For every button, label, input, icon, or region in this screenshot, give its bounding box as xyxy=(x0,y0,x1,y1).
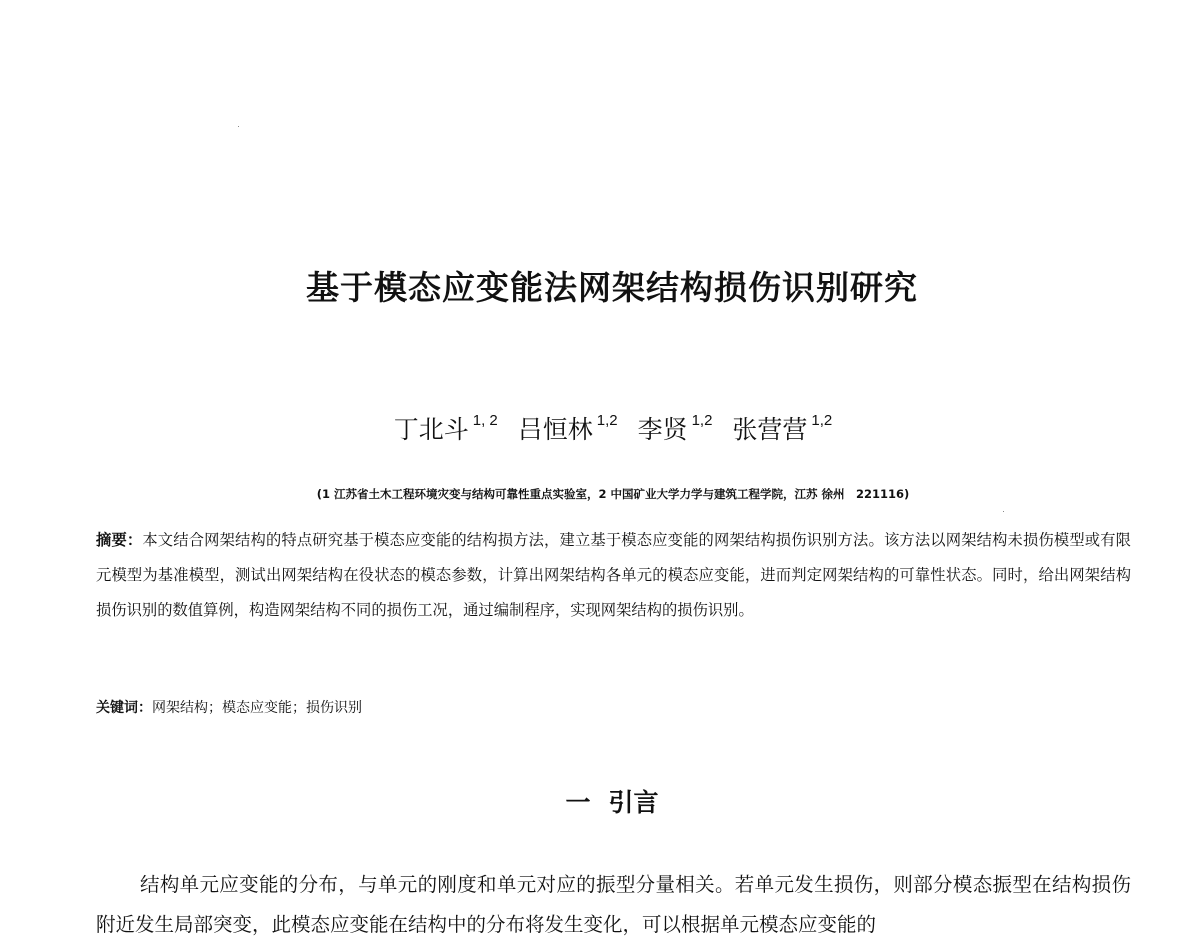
scan-speck xyxy=(1003,511,1004,512)
author xyxy=(393,412,506,444)
author-affiliation-mark: 1,2 xyxy=(691,412,713,429)
author-affiliation-mark: 1,2 xyxy=(596,412,618,429)
author-list xyxy=(0,410,1200,446)
author xyxy=(517,412,626,444)
abstract xyxy=(96,523,1131,628)
author-name: 张营营 xyxy=(732,415,808,444)
author xyxy=(637,412,721,444)
author xyxy=(732,412,833,444)
paper-title: 基于模态应变能法网架结构损伤识别研究 xyxy=(306,268,918,307)
scan-speck xyxy=(238,126,239,127)
abstract-label: 摘要： xyxy=(96,531,143,549)
keywords xyxy=(96,697,362,717)
keywords-label: 关键词： xyxy=(96,700,152,716)
author-name: 李贤 xyxy=(637,415,688,444)
section-title: 引言 xyxy=(608,788,659,817)
section-heading xyxy=(0,783,1200,819)
author-affiliation-mark: 1,2 xyxy=(811,412,833,429)
author-affiliation-mark: 1, 2 xyxy=(472,412,498,429)
abstract-text: 本文结合网架结构的特点研究基于模态应变能的结构损方法，建立基于模态应变能的网架结构损伤识别方法。该方法以网架结构未损伤模型或有限元模型为基准模型，测试出网架结构在役状态的模态参数，计算出网架结构各单元的模态应变能，进而判定网架结构的可靠性状态。同时，给出网架结构损伤识别的数值算例，构造网架结构不同的损伤工况，通过编制程序，实现网架结构的损伤识别。 xyxy=(96,531,1131,619)
keywords-text: 网架结构；模态应变能；损伤识别 xyxy=(152,700,362,716)
affiliation: (1 江苏省土木工程环境灾变与结构可靠性重点实验室，2 中国矿业大学力学与建筑工程学院，江苏 徐州 221116) xyxy=(316,487,910,501)
body-paragraph: 结构单元应变能的分布，与单元的刚度和单元对应的振型分量相关。若单元发生损伤，则部分模态振型在结构损伤附近发生局部突变，此模态应变能在结构中的分布将发生变化，可以根据单元模态应变能的 xyxy=(96,873,1131,936)
author-name: 丁北斗 xyxy=(393,415,469,444)
section-number: 一 xyxy=(565,788,591,817)
author-name: 吕恒林 xyxy=(517,415,593,444)
